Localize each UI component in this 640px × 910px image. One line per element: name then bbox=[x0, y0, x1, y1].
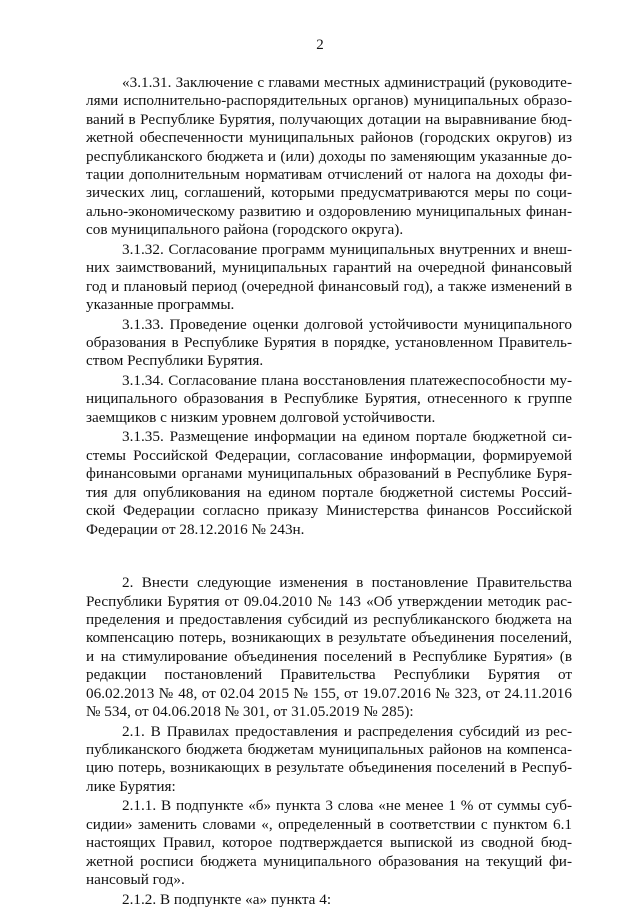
paragraph-3-1-35: 3.1.35. Размещение информации на едином портале бюджетной системы Российской Федерации, согласование информации, формируемой финансовыми органами муниципальных образований в Республике Бурятия для опубликования на едином портале бюджетной системы Российской Федерации согласно приказу Министерства финансов Российской Федерации от 28.12.2016 № 243н. bbox=[86, 428, 572, 538]
paragraph-2-1-2: 2.1.2. В подпункте «а» пункта 4: bbox=[122, 890, 332, 908]
paragraph-2-1-1: 2.1.1. В подпункте «б» пункта 3 слова «не менее 1 % от суммы субсидии» заменить словами «, определенный в соответствии с пунктом 6.1 настоящих Правил, которое подтверждается выпиской из сводной бюджетной росписи бюджета муниципального образования на текущий финансовый год». bbox=[86, 797, 572, 888]
document-body bbox=[86, 74, 572, 910]
paragraph-2-1: 2.1. В Правилах предоставления и распределения субсидий из республиканского бюджета бюджетам муниципальных районов на компенсацию потерь, возникающих в результате объединения поселений в Республике Бурятия: bbox=[86, 722, 572, 795]
paragraph-2: 2. Внести следующие изменения в постановление Правительства Республики Бурятия от 09.04.2010 № 143 «Об утверждении методик распределения и предоставления субсидий из республиканского бюджета на компенсацию потерь, возникающих в результате объединения поселений, и на стимулирование объединения поселений в Республике Бурятия» (в редакции постановлений Правительства Республики Бурятия от 06.02.2013 № 48, от 02.04 2015 № 155, от 19.07.2016 № 323, от 24.11.2016 № 534, от 04.06.2018 № 301, от 31.05.2019 № 285): bbox=[86, 574, 572, 720]
page-number: 2 bbox=[316, 37, 324, 53]
section-gap bbox=[86, 540, 572, 574]
paragraph-3-1-34: 3.1.34. Согласование плана восстановления платежеспособности муниципального образования в Республике Бурятия, отнесенного к группе заемщиков с низким уровнем долговой устойчивости. bbox=[86, 372, 572, 426]
paragraph-3-1-32: 3.1.32. Согласование программ муниципальных внутренних и внешних заимствований, муниципальных гарантий на очередной финансовый год и плановый период (очередной финансовый год), а также изменений в указанные программы. bbox=[86, 240, 572, 314]
paragraph-3-1-31: «3.1.31. Заключение с главами местных администраций (руководителями исполнительно-распорядительных органов) муниципальных образований в Республике Бурятия, получающих дотации на выравнивание бюджетной обеспеченности муниципальных районов (городских округов) из республиканского бюджета и (или) доходы по заменяющим указанные дотации дополнительным нормативам отчислений от налога на доходы физических лиц, соглашений, которыми предусматриваются меры по социально-экономическому развитию и оздоровлению муниципальных финансов муниципального района (городского округа). bbox=[86, 74, 572, 239]
paragraph-3-1-33: 3.1.33. Проведение оценки долговой устойчивости муниципального образования в Республике Бурятия в порядке, установленном Правительством Республики Бурятия. bbox=[86, 315, 572, 370]
